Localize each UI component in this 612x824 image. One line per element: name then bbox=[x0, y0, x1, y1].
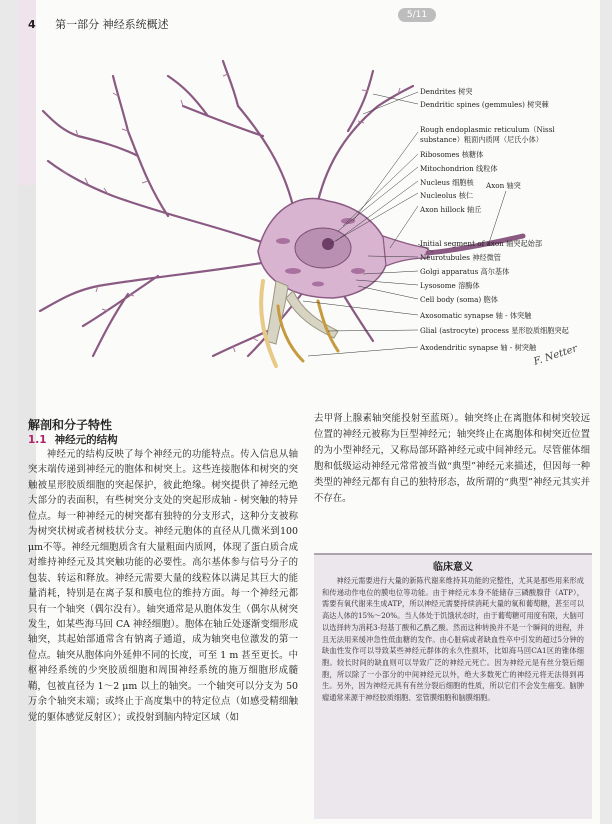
label-dendritic-spines: Dendritic spines (gemmules) 树突棘 bbox=[420, 100, 549, 109]
label-glial-process: Glial (astrocyte) process 星形胶质细胞突起 bbox=[420, 326, 569, 335]
label-golgi: Golgi apparatus 高尔基体 bbox=[420, 267, 510, 276]
clinical-box-text: 神经元需要进行大量的新陈代谢来维持其功能的完整性，尤其是那些用来形成和传递动作电位的膜电位等功能。由于神经元本身不能储存三磷酸腺苷（ATP），需要有氧代谢来生成ATP，所以神经元需要持续消耗大量的氧和葡萄糖，甚至可以高达人体的15%～20%。当人体处于饥饿状态时，由于葡萄糖可用度有限，大脑可以选择转为消耗3-羟基丁酸和乙酰乙酸。然而这种转换并不是一个瞬间的进程，并且无法用来缓冲急性低血糖的发作。由心脏病或者缺血性卒中引发的超过5分钟的缺血性发作可以导致某些神经元群体的永久性损坏，比如海马回CA1区的锥体细胞。较长时间的缺血则可以导致广泛的神经元死亡。因为神经元是有丝分裂后细胞，所以除了一小部分的中间神经元以外，绝大多数死亡的神经元将无法得到再生。另外，因为神经元具有有丝分裂后细胞的性质，所以它们不会发生癌变。脑肿瘤通常来源于神经胶质细胞、室管膜细胞和脑膜细胞。 bbox=[322, 576, 584, 703]
subsection-title-text: 神经元的结构 bbox=[54, 434, 118, 446]
clinical-significance-box bbox=[314, 553, 592, 819]
page-header bbox=[28, 16, 169, 32]
label-lysosome: Lysosome 溶酶体 bbox=[420, 281, 480, 290]
label-neurotubules: Neurotubules 神经微管 bbox=[420, 253, 501, 262]
subsection-title bbox=[28, 432, 118, 447]
label-axon: Axon 轴突 bbox=[486, 181, 521, 190]
label-rough-er-cont: substance）粗面内质网（尼氏小体） bbox=[420, 135, 543, 144]
nucleus bbox=[295, 228, 351, 268]
body-text-column-1: 神经元的结构反映了每个神经元的功能特点。传入信息从轴突末端传递到神经元的胞体和树突上。这些连接胞体和树突的突触被星形胶质细胞的突起保护，彼此绝缘。树突提供了神经元绝大部分的表面积，有些树突分支处的突起形成轴 - 树突触的特异位点。每一种神经元的树突都有独特的分支形式，这种分支被称为树突状树或者树枝状分支。神经元胞体的直径从几微米到100 μm不等。神经元细胞质含有大量粗面内质网，体现了蛋白质合成对维持神经元及其突触功能的必要性。高尔基体参与信号分子的包装、转运和释放。神经元需要大量的线粒体以满足其巨大的能量消耗，特别是在离子泵和膜电位的维持方面。每一个神经元都只有一个轴突（偶尔没有）。轴突通常是从胞体发生（偶尔从树突发生，如某些海马回 CA 神经细胞）。胞体在轴丘处逐渐变细形成轴突，其起始部通常含有钠离子通道，成为轴突电位激发的第一位点。轴突从胞体向外延伸不同的长度，可至 1 m 甚至更长。中枢神经系统的少突胶质细胞和周围神经系统的施万细胞形成髓鞘，包被直径为 1～2 μm 以上的轴突。一个轴突可以分支为 50 万余个轴突末端；或终止于高度集中的特定位点（如感受精细触觉的躯体感觉反射区）；或投射到脑内特定区域（如 bbox=[28, 449, 298, 723]
body-text-column-2: 去甲肾上腺素轴突能投射至蓝斑）。轴突终止在离胞体和树突较远位置的神经元被称为巨型神经元；轴突终止在离胞体和树突近位置的为小型神经元，又称局部环路神经元或中间神经元。尽管催体细胞和低级运动神经元常常被当做“典型”神经元来描述，但因每一种类型的神经元都有自己的独特形态，故所谓的“典型”神经元其实并不存在。 bbox=[314, 413, 590, 504]
dendrite-tree bbox=[40, 61, 413, 356]
label-initial-segment: Initial segment of axon 轴突起始部 bbox=[420, 239, 543, 248]
page-number: 4 bbox=[28, 18, 36, 31]
clinical-box-title: 临床意义 bbox=[433, 562, 473, 573]
section-title: 解剖和分子特性 bbox=[28, 418, 113, 432]
label-nucleus: Nucleus 细胞核 bbox=[420, 178, 474, 187]
artist-signature: F. Netter bbox=[532, 343, 579, 368]
label-axosomatic: Axosomatic synapse 轴 - 体突触 bbox=[420, 311, 532, 320]
label-axon-hillock: Axon hillock 轴丘 bbox=[420, 205, 482, 214]
nucleolus bbox=[322, 238, 334, 250]
label-dendrites: Dendrites 树突 bbox=[420, 87, 473, 96]
label-mitochondrion: Mitochondrion 线粒体 bbox=[420, 164, 498, 173]
page bbox=[18, 0, 600, 824]
label-ribosomes: Ribosomes 核糖体 bbox=[420, 150, 484, 159]
neuron-illustration bbox=[18, 36, 600, 386]
subsection-number: 1.1 bbox=[28, 434, 47, 446]
chapter-title: 第一部分 神经系统概述 bbox=[55, 18, 169, 31]
label-nucleolus: Nucleolus 核仁 bbox=[420, 191, 474, 200]
label-rough-er: Rough endoplasmic reticulum（Nissl bbox=[420, 125, 555, 134]
label-axodendritic: Axodendritic synapse 轴 - 树突触 bbox=[420, 343, 537, 352]
page-indicator-badge[interactable]: 5/11 bbox=[398, 8, 436, 22]
label-cell-body: Cell body (soma) 胞体 bbox=[420, 295, 498, 304]
